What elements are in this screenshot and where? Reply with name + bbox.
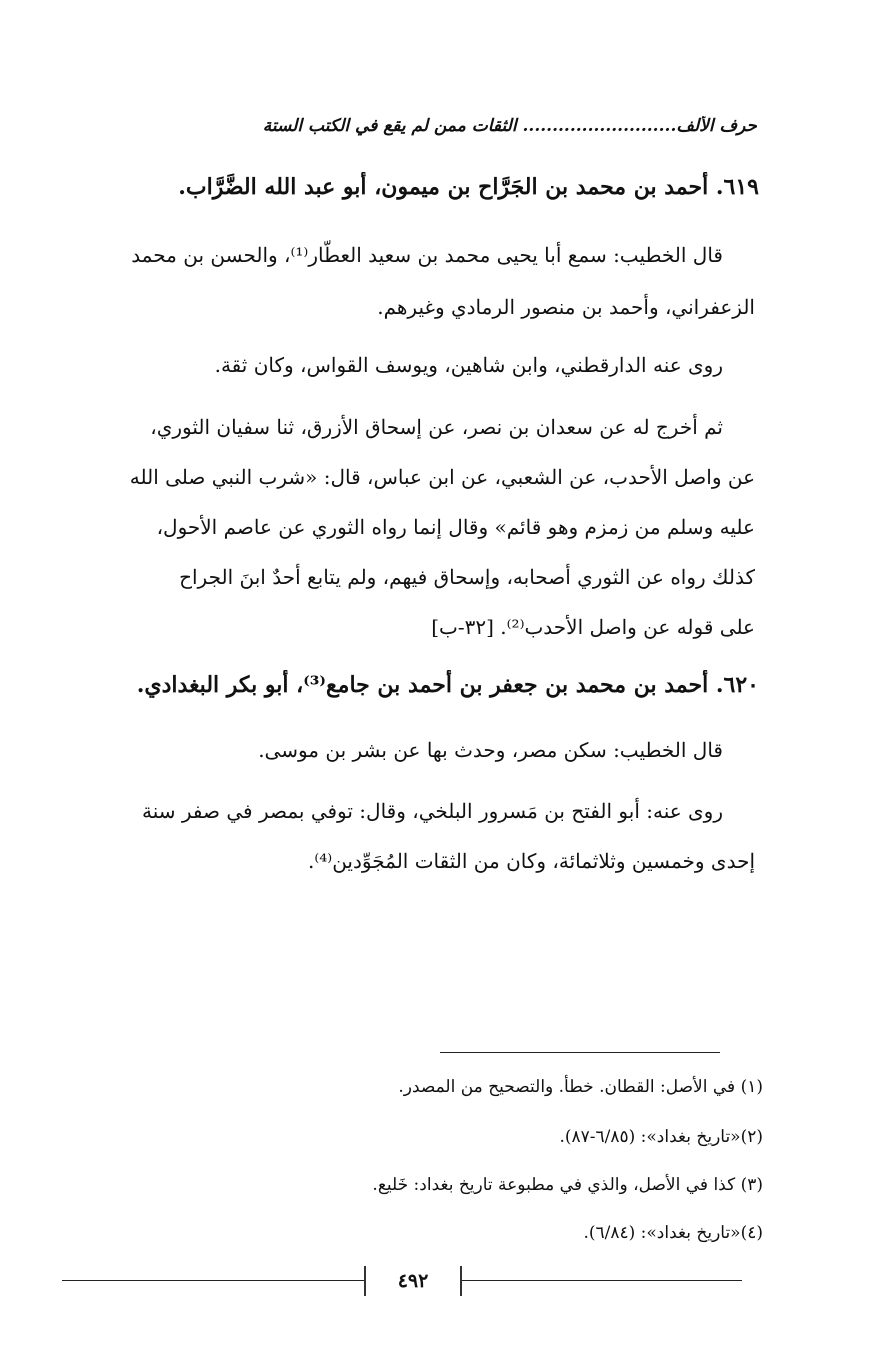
footnote-3: (٣) كذا في الأصل، والذي في مطبوعة تاريخ بغداد: خَليع. [372, 1175, 763, 1195]
entry-619-line-4: ثم أخرج له عن سعدان بن نصر، عن إسحاق الأزرق، ثنا سفيان الثوري، [150, 415, 723, 439]
entry-heading-619: ٦١٩. أحمد بن محمد بن الجَرَّاح بن ميمون، أبو عبد الله الضَّرَّاب. [178, 174, 759, 200]
footnote-1: (١) في الأصل: القطان. خطأ. والتصحيح من المصدر. [398, 1077, 763, 1097]
page-number: ٤٩٢ [364, 1266, 462, 1296]
entry-619-line-7: كذلك رواه عن الثوري أصحابه، وإسحاق فيهم، ولم يتابع أحدٌ ابنَ الجراح [179, 565, 755, 589]
entry-619-line-8: على قوله عن واصل الأحدب⁽²⁾. [٣٢-ب] [431, 615, 755, 639]
entry-620-line-3: إحدى وخمسين وثلاثمائة، وكان من الثقات المُجَوِّدين⁽⁴⁾. [307, 849, 755, 873]
page-number-rule-left [62, 1280, 364, 1281]
entry-619-line-2: الزعفراني، وأحمد بن منصور الرمادي وغيرهم. [377, 295, 755, 319]
entry-620-line-2: روى عنه: أبو الفتح بن مَسرور البلخي، وقال: توفي بمصر في صفر سنة [142, 799, 723, 823]
footnote-divider [440, 1052, 720, 1053]
footnote-2: (٢)«تاريخ بغداد»: (٦/٨٥-٨٧). [559, 1127, 763, 1147]
entry-heading-620: ٦٢٠. أحمد بن محمد بن جعفر بن أحمد بن جامع⁽³⁾، أبو بكر البغدادي. [136, 672, 759, 698]
entry-619-line-6: عليه وسلم من زمزم وهو قائم» وقال إنما رواه الثوري عن عاصم الأحول، [156, 515, 755, 539]
entry-619-line-5: عن واصل الأحدب، عن الشعبي، عن ابن عباس، قال: «شرب النبي صلى الله [129, 465, 755, 489]
entry-619-line-3: روى عنه الدارقطني، وابن شاهين، ويوسف القواس، وكان ثقة. [214, 353, 723, 377]
running-header: حرف الألف.......................... الثقات ممن لم يقع في الكتب الستة [262, 116, 757, 136]
page-number-rule-right [462, 1280, 742, 1281]
footnote-4: (٤)«تاريخ بغداد»: (٦/٨٤). [583, 1223, 763, 1243]
entry-619-line-1: قال الخطيب: سمع أبا يحيى محمد بن سعيد العطَّار⁽¹⁾، والحسن بن محمد [131, 243, 723, 267]
entry-620-line-1: قال الخطيب: سكن مصر، وحدث بها عن بشر بن موسى. [258, 738, 723, 762]
